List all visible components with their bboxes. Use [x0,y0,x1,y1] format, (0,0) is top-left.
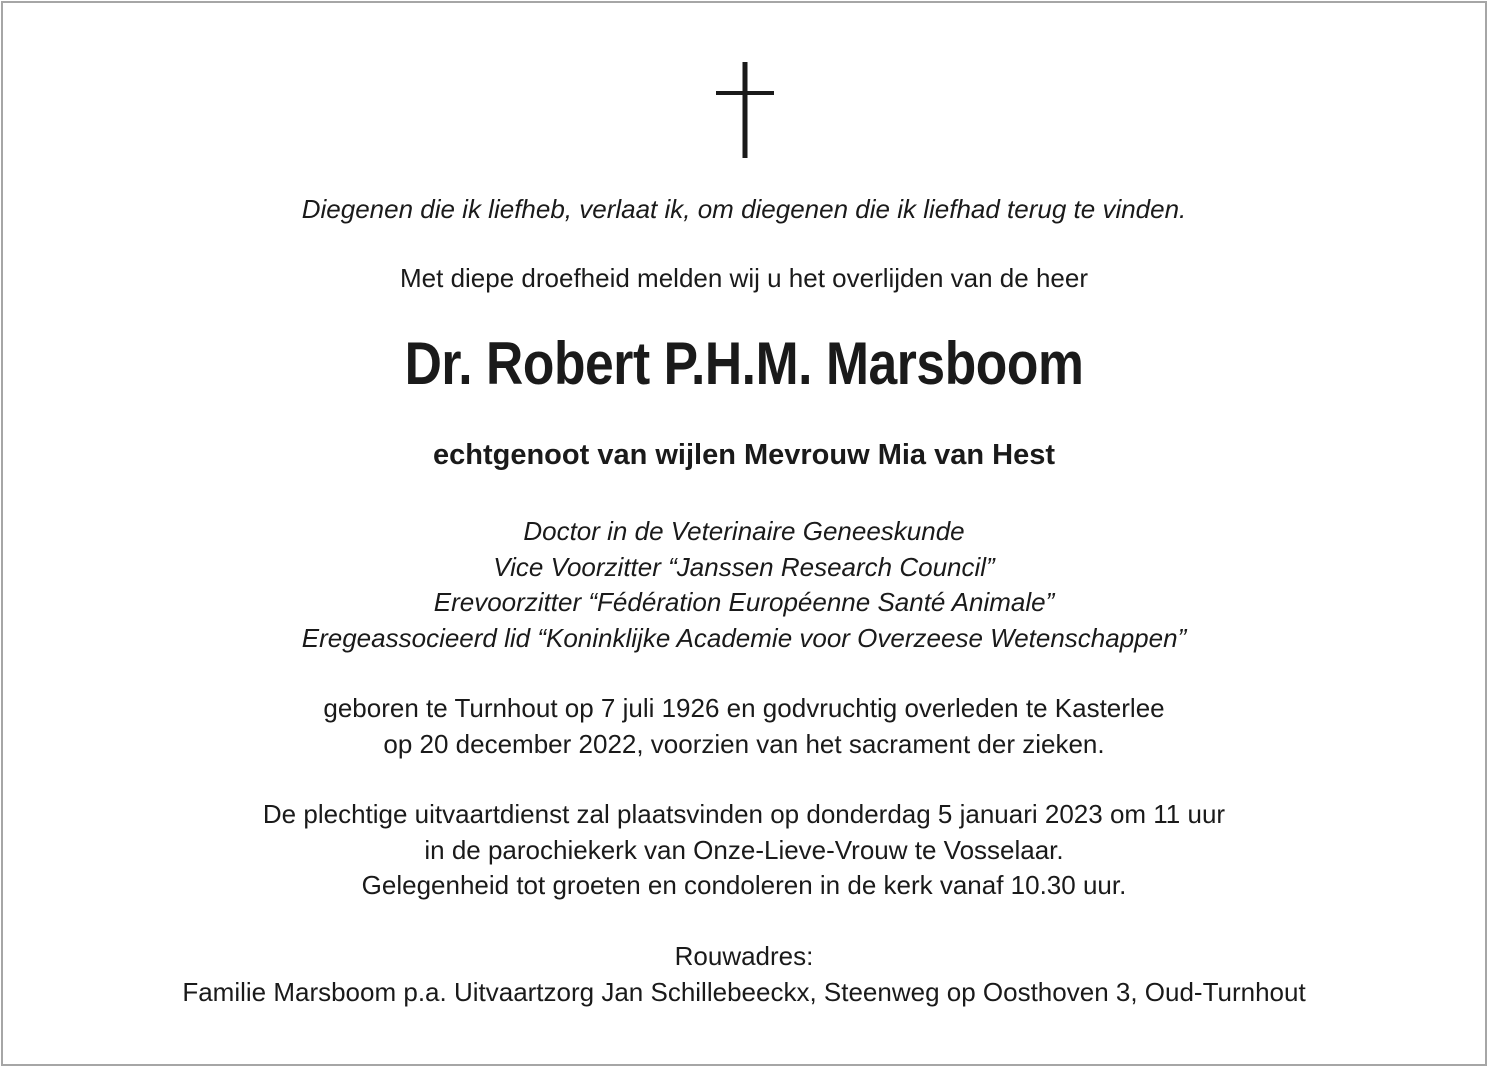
cross-icon [716,62,774,158]
birth-death-line: op 20 december 2022, voorzien van het sacrament der zieken. [383,728,1105,759]
memorial-quote: Diegenen die ik liefheb, verlaat ik, om diegenen die ik liefhad terug te vinden. [301,194,1187,224]
spouse-line: echtgenoot van wijlen Mevrouw Mia van Hest [432,439,1055,471]
mourning-address [0,939,1488,1010]
funeral-line: in de parochiekerk van Onze-Lieve-Vrouw te Vosselaar. [424,834,1064,865]
title-line: Erevoorzitter “Fédération Européenne Santé Animale” [433,587,1055,617]
title-line: Eregeassocieerd lid “Koninklijke Academie voor Overzeese Wetenschappen” [301,622,1187,653]
address-text: Familie Marsboom p.a. Uitvaartzorg Jan Schillebeeckx, Steenweg op Oosthoven 3, Oud-Turnhout [182,976,1306,1007]
birth-death-info [0,691,1488,762]
funeral-line: De plechtige uitvaartdienst zal plaatsvinden op donderdag 5 januari 2023 om 11 uur [262,799,1226,829]
deceased-name: Dr. Robert P.H.M. Marsboom [404,330,1084,397]
funeral-line: Gelegenheid tot groeten en condoleren in de kerk vanaf 10.30 uur. [361,870,1127,900]
title-line: Vice Voorzitter “Janssen Research Council” [493,551,995,582]
funeral-info [0,797,1488,904]
honorary-titles [0,514,1488,656]
announcement-intro: Met diepe droefheid melden wij u het overlijden van de heer [400,263,1088,293]
address-label: Rouwadres: [674,941,814,971]
title-line: Doctor in de Veterinaire Geneeskunde [523,516,965,546]
birth-death-line: geboren te Turnhout op 7 juli 1926 en godvruchtig overleden te Kasterlee [323,693,1165,723]
